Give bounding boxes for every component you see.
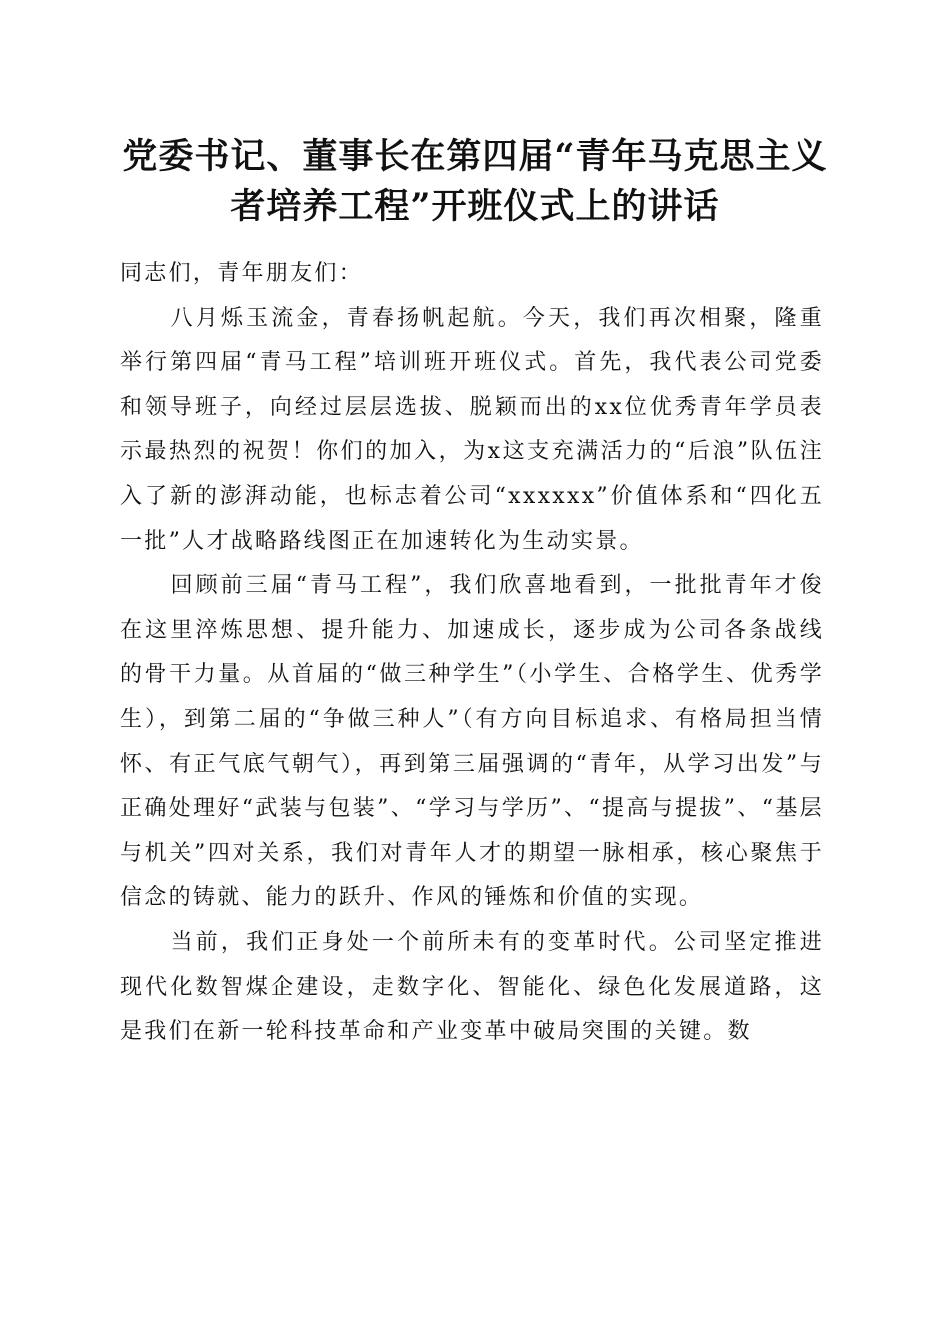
paragraph-1: 八月烁玉流金，青春扬帆起航。今天，我们再次相聚，隆重举行第四届“青马工程”培训班开班仪式。首先，我代表公司党委和领导班子，向经过层层选拔、脱颖而出的xx位优秀青年学员表示最热烈的祝贺！你们的加入，为x这支充满活力的“后浪”队伍注入了新的澎湃动能，也标志着公司“xxxxxx”价值体系和“四化五一批”人才战略路线图正在加速转化为生动实景。 xyxy=(120,305,824,554)
salutation: 同志们，青年朋友们： xyxy=(120,261,364,286)
speech-body xyxy=(120,252,824,1055)
paragraph-2: 回顾前三届“青马工程”，我们欣喜地看到，一批批青年才俊在这里淬炼思想、提升能力、加速成长，逐步成为公司各条战线的骨干力量。从首届的“做三种学生”（小学生、合格学生、优秀学生），到第二届的“争做三种人”（有方向目标追求、有格局担当情怀、有正气底气朝气），再到第三届强调的“青年，从学习出发”与正确处理好“武装与包装”、“学习与学历”、“提高与提拔”、“基层与机关”四对关系，我们对青年人才的期望一脉相承，核心聚焦于信念的铸就、能力的跃升、作风的锤炼和价值的实现。 xyxy=(120,573,824,911)
title-line-2: 者培养工程”开班仪式上的讲话 xyxy=(230,186,720,227)
document-title xyxy=(100,132,850,232)
paragraph-3: 当前，我们正身处一个前所未有的变革时代。公司坚定推进现代化数智煤企建设，走数字化、智能化、绿色化发展道路，这是我们在新一轮科技革命和产业变革中破局突围的关键。数 xyxy=(120,929,824,1045)
title-line-1: 党委书记、董事长在第四届“青年马克思主义 xyxy=(122,136,828,177)
